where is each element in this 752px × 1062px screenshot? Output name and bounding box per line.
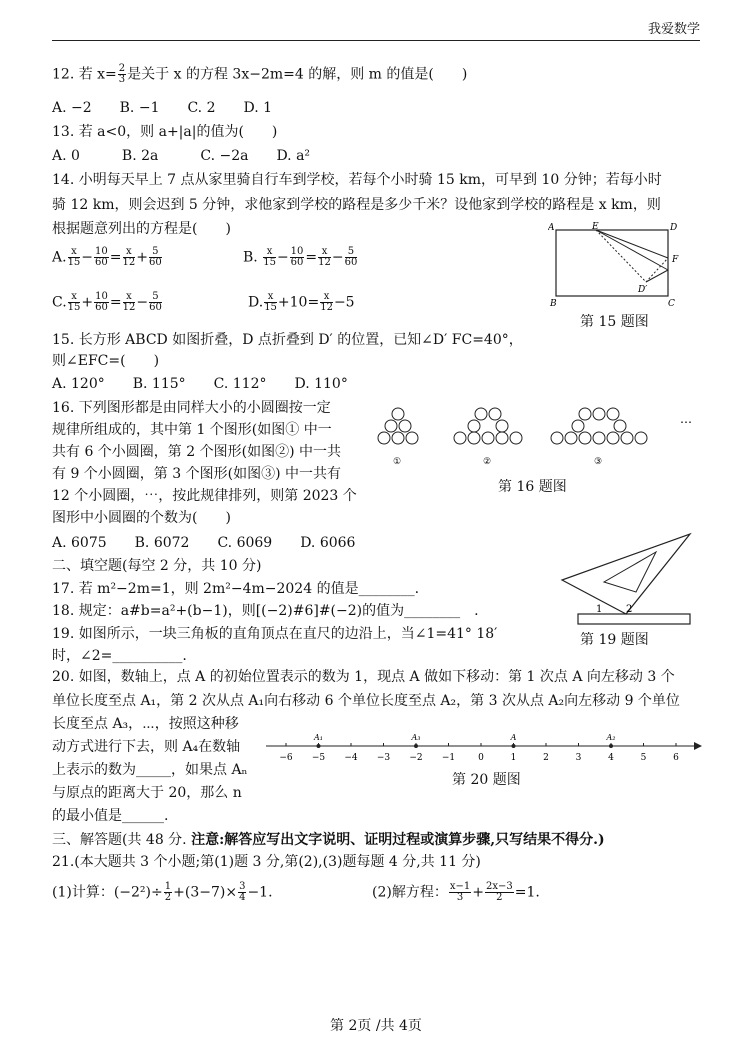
point-label: A₃ <box>411 733 421 742</box>
q14-option-c: C. $\frac{x}{15}$ + $\frac{10}{60}$ = $\frac{x}{12}$ − $\frac{5}{60}$ <box>52 291 162 313</box>
q15-line-dpf <box>646 270 668 282</box>
q20-number-line <box>262 730 702 770</box>
q19-angle1: 1 <box>596 604 603 615</box>
point-marker <box>414 744 418 748</box>
q16-label-3: ③ <box>594 457 603 467</box>
point-label: A₂ <box>606 733 616 742</box>
q12-text-a: 12. 若 x= <box>52 66 117 83</box>
q20-line6: 与原点的距离大于 20，那么 n <box>52 785 242 801</box>
q20-caption: 第 20 题图 <box>452 772 521 788</box>
q21-stem: 21.(本大题共 3 个小题;第(1)题 3 分,第(2),(3)题每题 4 分,共 11 分) <box>52 854 481 870</box>
q15-line1: 15. 长方形 ABCD 如图折叠，D 点折叠到 D′ 的位置，已知∠D′ FC=40°， <box>52 332 523 348</box>
q13-stem: 13. 若 a<0，则 a+|a|的值为( ) <box>52 124 278 140</box>
q16-label-1: ① <box>393 457 402 467</box>
q14-option-d: D. $\frac{x}{15}$ +10= $\frac{x}{12}$ −5 <box>248 291 355 313</box>
q14-line2: 骑 12 km，则会迟到 5 分钟，求他家到学校的路程是多少千米？设他家到学校的路程是 x km，则 <box>52 197 661 213</box>
q17-stem: 17. 若 m²−2m=1，则 2m²−4m−2024 的值是________. <box>52 581 420 597</box>
q12-stem <box>52 64 467 85</box>
q15-label-f: F <box>672 255 679 265</box>
section2-title: 二、填空题(每空 2 分，共 10 分) <box>52 558 262 574</box>
q19-line1: 19. 如图所示，一块三角板的直角顶点在直尺的边沿上，当∠1=41° 18′ <box>52 626 498 642</box>
q15-line2: 则∠EFC=( ) <box>52 353 160 369</box>
q16-caption: 第 16 题图 <box>498 479 567 495</box>
q14-option-a: A. $\frac{x}{15}$ − $\frac{10}{60}$ = $\frac{x}{12}$ + $\frac{5}{60}$ <box>52 246 162 268</box>
q19-ruler <box>578 614 690 624</box>
q20-line5: 上表示的数为_____，如果点 Aₙ <box>52 762 248 778</box>
q15-dashed-df <box>646 258 668 282</box>
q15-label-b: B <box>550 299 557 309</box>
q16-line2: 规律所组成的，其中第 1 个图形(如图① 中一 <box>52 422 332 438</box>
tick-label: 0 <box>478 753 484 763</box>
tick-label: 1 <box>510 753 517 763</box>
tick-label: 5 <box>640 753 647 763</box>
q20-line4: 动方式进行下去，则 A₄在数轴 <box>52 739 241 755</box>
q20-line1: 20. 如图，数轴上，点 A 的初始位置表示的数为 1，现点 A 做如下移动：第 1 次点 A 向左移动 3 个 <box>52 669 675 685</box>
q15-fold-line <box>596 230 668 258</box>
q20-line2: 单位长度至点 A₁，第 2 次从点 A₁向右移动 6 个单位长度至点 A₂，第 3 次从点 A₂向左移动 9 个单位 <box>52 693 680 709</box>
q13-options: A. 0 B. 2a C. −2a D. a² <box>52 148 311 164</box>
q16-label-2: ② <box>483 457 492 467</box>
q15-figure <box>548 222 688 312</box>
tick-label: −6 <box>279 753 293 763</box>
q16-line1: 16. 下列图形都是由同样大小的小圆圈按一定 <box>52 400 331 416</box>
point-label: A <box>510 733 517 742</box>
q16-ellipsis: ⋯ <box>680 415 692 429</box>
q15-label-d: D <box>670 223 678 233</box>
q15-line-ef <box>596 230 668 270</box>
q12-frac: $\frac{2}{3}$ <box>118 63 126 85</box>
point-label: A₁ <box>314 733 323 742</box>
q20-line7: 的最小值是______. <box>52 808 169 824</box>
q16-line4: 有 9 个小圆圈，第 3 个图形(如图③) 中一共有 <box>52 466 341 482</box>
q12-text-b: 是关于 x 的方程 3x−2m=4 的解，则 m 的值是( ) <box>127 66 468 83</box>
q16-figure <box>368 402 702 472</box>
tick-label: 4 <box>608 753 614 763</box>
q19-angle2: 2 <box>626 604 633 615</box>
q21-part2: (2)解方程： $\frac{x-1}{3}$ + $\frac{2x-3}{2}$ =1. <box>372 881 540 903</box>
q16-options: A. 6075 B. 6072 C. 6069 D. 6066 <box>52 535 356 551</box>
tick-label: 2 <box>543 753 549 763</box>
q19-caption: 第 19 题图 <box>580 632 649 648</box>
tick-label: 6 <box>673 753 679 763</box>
q14-option-b: B. $\frac{x}{15}$ − $\frac{10}{60}$ = $\frac{x}{12}$ − $\frac{5}{60}$ <box>243 246 358 268</box>
number-line-arrow <box>694 742 702 750</box>
section3-title: 三、解答题(共 48 分. 注意:解答应写出文字说明、证明过程或演算步骤,只写结果不得分.) <box>52 832 605 848</box>
q14-line1: 14. 小明每天早上 7 点从家里骑自行车到学校，若每个小时骑 15 km，可早到 10 分钟；若每小时 <box>52 172 662 188</box>
q19-figure <box>556 530 696 630</box>
tick-label: −1 <box>441 753 456 763</box>
q12-options: A. −2 B. −1 C. 2 D. 1 <box>52 100 273 116</box>
q15-dashed-ed <box>596 230 646 282</box>
tick-label: −3 <box>376 753 391 763</box>
q21-part1: (1)计算：(−2²)÷ $\frac{1}{2}$ +(3−7)× $\frac{3}{4}$ −1. <box>52 881 273 903</box>
q15-rectangle <box>556 230 668 296</box>
point-marker <box>317 744 321 748</box>
tick-label: −5 <box>311 753 326 763</box>
q19-triangle-outer <box>562 534 690 614</box>
q15-options: A. 120° B. 115° C. 112° D. 110° <box>52 376 348 392</box>
q15-label-dp: D′ <box>638 285 648 295</box>
q20-line3: 长度至点 A₃，⋯，按照这种移 <box>52 716 239 732</box>
q16-line5: 12 个小圆圈，⋯，按此规律排列，则第 2023 个 <box>52 488 357 504</box>
q15-caption: 第 15 题图 <box>580 314 649 330</box>
q15-label-e: E <box>592 222 599 232</box>
q19-line2: 时，∠2=__________. <box>52 648 187 664</box>
q18-stem: 18. 规定：a#b=a²+(b−1)，则[(−2)#6]#(−2)的值为________ . <box>52 603 479 619</box>
tick-label: −4 <box>344 753 358 763</box>
q15-label-c: C <box>668 299 675 309</box>
tick-label: −2 <box>409 753 423 763</box>
q14-line3: 根据题意列出的方程是( ) <box>52 221 231 237</box>
point-marker <box>609 744 613 748</box>
q15-label-a: A <box>548 223 555 233</box>
q16-line6: 图形中小圆圈的个数为( ) <box>52 510 231 526</box>
page-footer: 第 2页 /共 4页 <box>330 1018 422 1034</box>
header-rule <box>52 40 700 41</box>
point-marker <box>512 744 516 748</box>
tick-label: 3 <box>575 753 582 763</box>
header-title: 我爱数学 <box>647 22 700 37</box>
q16-line3: 共有 6 个小圆圈，第 2 个图形(如图②) 中一共 <box>52 444 341 460</box>
